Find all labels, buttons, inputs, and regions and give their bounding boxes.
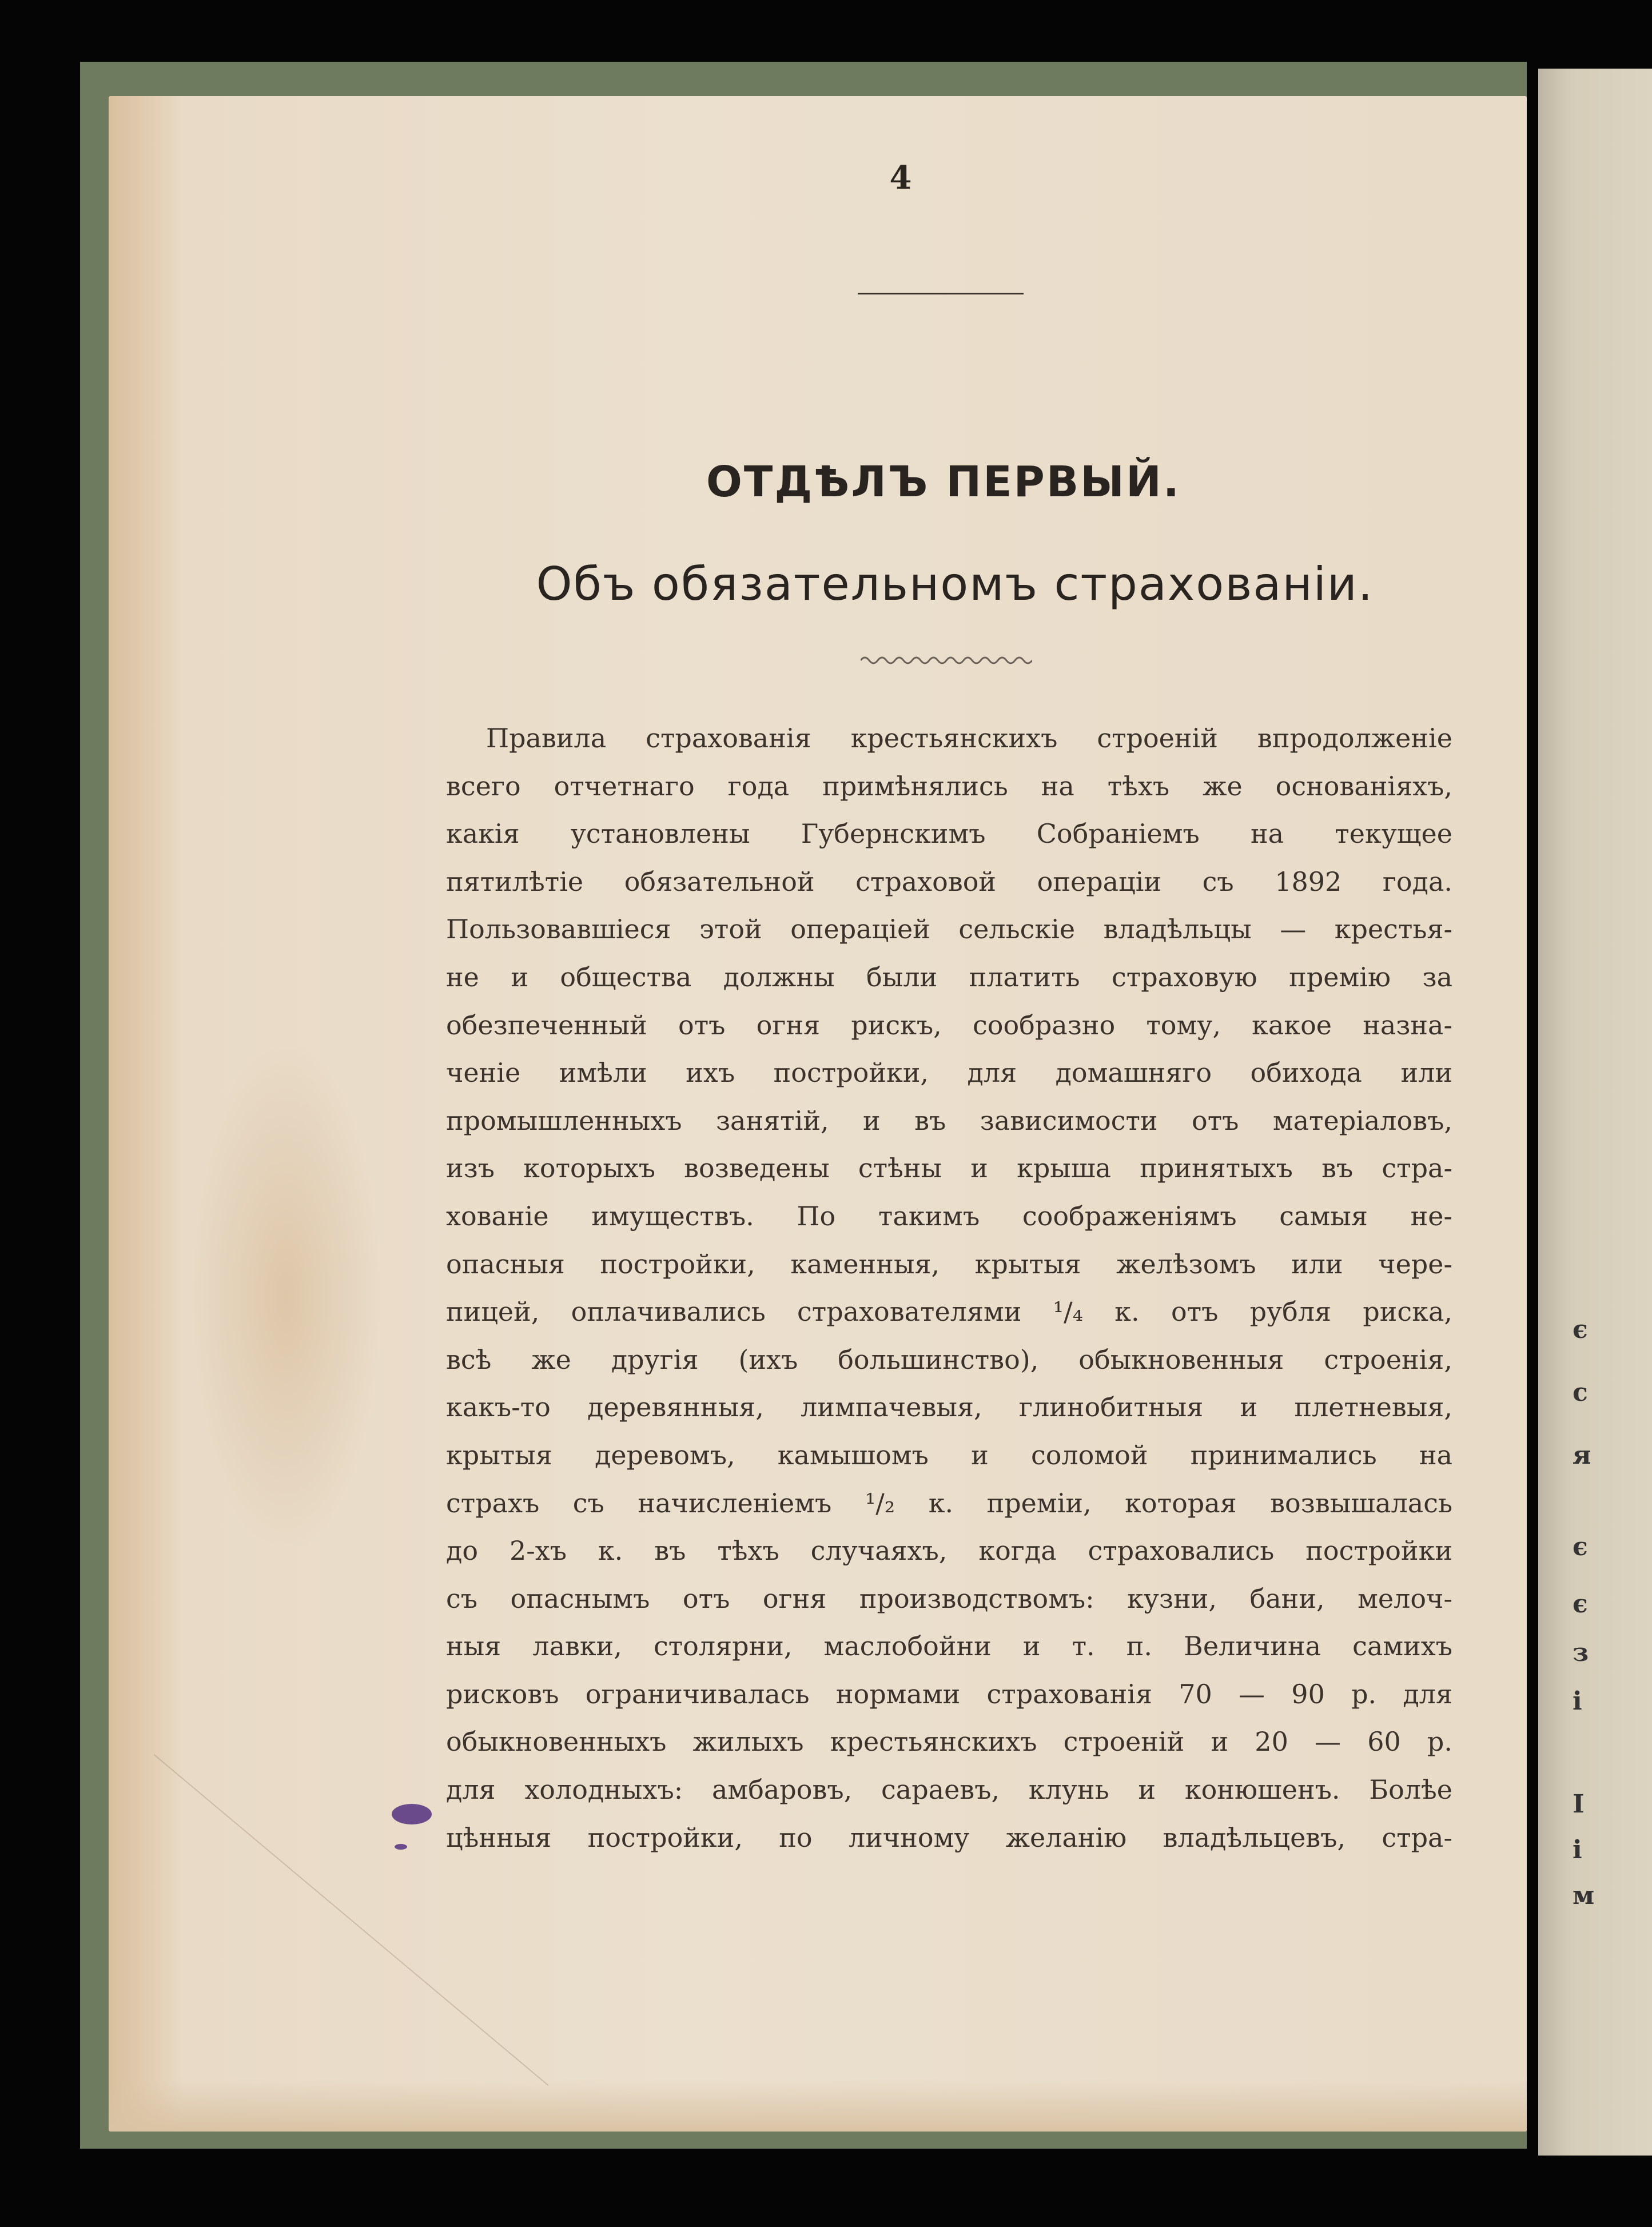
next-page-fragment: є (1573, 1532, 1588, 1561)
text-line: обыкновенныхъ жилыхъ крестьянскихъ строеній и 20 — 60 р. (446, 1726, 1452, 1758)
text-line: пятилѣтіе обязательной страховой операціи съ 1892 года. (446, 866, 1452, 897)
text-line: съ опаснымъ отъ огня производствомъ: кузни, бани, мелоч- (446, 1583, 1452, 1614)
page-edge-shading (109, 2080, 1527, 2132)
next-page-fragment: є (1573, 1589, 1588, 1619)
body-text (446, 715, 1452, 1862)
text-line: всего отчетнаго года примѣнялись на тѣхъ же основаніяхъ, (446, 770, 1452, 802)
text-line: обезпеченный отъ огня рискъ, сообразно тому, какое назна- (446, 1009, 1452, 1041)
text-line: рисковъ ограничивалась нормами страхованія 70 — 90 р. для (446, 1678, 1452, 1710)
text-line: страхъ съ начисленіемъ ¹/₂ к. преміи, которая возвышалась (446, 1487, 1452, 1519)
text-line: крытыя деревомъ, камышомъ и соломой принимались на (446, 1439, 1452, 1471)
page-number: 4 (889, 159, 912, 197)
wavy-ornament (861, 652, 1032, 669)
text-line: какія установлены Губернскимъ Собраніемъ на текущее (446, 818, 1452, 850)
text-line: ченіе имѣли ихъ постройки, для домашняго обихода или (446, 1057, 1452, 1089)
ink-stamp-mark (395, 1844, 407, 1850)
text-line: не и общества должны были платить страховую премію за (446, 961, 1452, 993)
text-line: до 2-хъ к. въ тѣхъ случаяхъ, когда страховались постройки (446, 1535, 1452, 1567)
text-line: Пользовавшіеся этой операціей сельскіе владѣльцы — крестья- (446, 914, 1452, 945)
text-line: для холодныхъ: амбаровъ, сараевъ, клунь и конюшенъ. Болѣе (446, 1774, 1452, 1806)
next-page-fragment: і (1573, 1687, 1582, 1716)
ink-stamp-mark (392, 1804, 432, 1824)
text-line: хованіе имуществъ. По такимъ соображеніямъ самыя не- (446, 1200, 1452, 1232)
next-page-fragment: м (1573, 1881, 1595, 1910)
text-line: Правила страхованія крестьянскихъ строеній впродолженіе (486, 723, 1452, 754)
text-line: пицей, оплачивались страхователями ¹/₄ к. отъ рубля риска, (446, 1296, 1452, 1328)
next-page-edge (1538, 69, 1652, 2156)
page-edge-shading (109, 96, 183, 2132)
paper-stain (189, 1039, 383, 1554)
next-page-fragment: І (1573, 1790, 1585, 1819)
next-page-fragment: с (1573, 1378, 1588, 1407)
text-line: всѣ же другія (ихъ большинство), обыкновенныя строенія, (446, 1344, 1452, 1375)
next-page-fragment: є (1573, 1315, 1588, 1344)
section-subheading: Объ обязательномъ страхованіи. (536, 557, 1374, 611)
next-page-fragment: і (1573, 1835, 1582, 1865)
text-line: промышленныхъ занятій, и въ зависимости отъ матеріаловъ, (446, 1105, 1452, 1136)
text-line: ныя лавки, столярни, маслобойни и т. п. Величина самихъ (446, 1631, 1452, 1662)
next-page-fragment: з (1573, 1638, 1589, 1667)
text-line: какъ-то деревянныя, лимпачевыя, глинобитныя и плетневыя, (446, 1392, 1452, 1423)
text-line: цѣнныя постройки, по личному желанію владѣльцевъ, стра- (446, 1822, 1452, 1853)
next-page-fragment: я (1573, 1441, 1591, 1470)
section-heading: ОТДѢЛЪ ПЕРВЫЙ. (706, 457, 1181, 507)
text-line: опасныя постройки, каменныя, крытыя желѣзомъ или чере- (446, 1248, 1452, 1280)
page-number-rule (858, 293, 1024, 294)
text-line: изъ которыхъ возведены стѣны и крыша принятыхъ въ стра- (446, 1153, 1452, 1184)
